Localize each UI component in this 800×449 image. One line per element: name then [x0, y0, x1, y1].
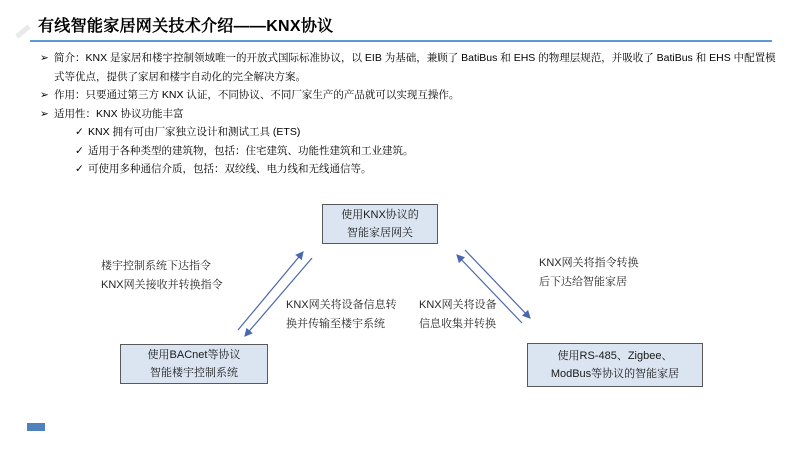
box-text-line: 使用RS-485、Zigbee、: [557, 350, 673, 362]
box-text-line: 智能楼宇控制系统: [150, 367, 238, 379]
bullet-text: KNX 拥有可由厂家独立设计和测试工具 (ETS): [88, 126, 301, 138]
bullet-item: [75, 142, 777, 161]
title-underline: [30, 40, 772, 42]
label-line: KNX网关将设备: [419, 299, 497, 311]
label-line: KNX网关将指令转换: [539, 257, 639, 269]
bullet-text: 简介：KNX 是家居和楼宇控制领域唯一的开放式国际标准协议，以 EIB 为基础，兼顾了 BatiBus 和 EHS 的物理层规范，并吸收了 BatiBus 和 EHS 中配置模式等优点，提供了家居和楼宇自动化的完全解决方案。: [54, 52, 776, 83]
label-line: 楼宇控制系统下达指令: [101, 260, 211, 272]
label-gateway-to-building: [286, 296, 397, 334]
arrow-bullet-icon: ➢: [40, 89, 49, 101]
footer-accent-bar: [27, 423, 45, 431]
check-bullet-icon: ✓: [75, 126, 84, 138]
smart-home-box: [527, 343, 703, 387]
arrow-bullet-icon: ➢: [40, 107, 49, 120]
page-title: 有线智能家居网关技术介绍——KNX协议: [38, 18, 334, 35]
arrow-bullet-icon: ➢: [40, 52, 49, 64]
bullet-list: [40, 49, 777, 179]
check-bullet-icon: ✓: [75, 163, 84, 175]
label-line: 换并传输至楼宇系统: [286, 318, 385, 330]
bullet-text: 作用：只要通过第三方 KNX 认证，不同协议、不同厂家生产的产品就可以实现互操作。: [54, 89, 460, 101]
label-line: 信息收集并转换: [419, 318, 496, 330]
box-text-line: 使用KNX协议的: [341, 209, 419, 221]
bullet-item: [75, 160, 777, 179]
bullet-text: 适用于各种类型的建筑物，包括：住宅建筑、功能性建筑和工业建筑。: [88, 144, 414, 157]
bullet-item: [40, 105, 777, 124]
building-control-box: [120, 344, 268, 384]
label-line: KNX网关将设备信息转: [286, 299, 397, 311]
label-line: KNX网关接收并转换指令: [101, 279, 223, 291]
label-gateway-to-home: [539, 254, 639, 292]
label-building-to-gateway: [101, 257, 223, 295]
knx-gateway-box: [322, 204, 438, 244]
label-line: 后下达给智能家居: [539, 276, 627, 288]
bullet-item: [75, 123, 777, 142]
box-text-line: 智能家居网关: [347, 227, 413, 239]
bullet-item: [40, 49, 777, 86]
bullet-text: 可使用多种通信介质，包括：双绞线、电力线和无线通信等。: [88, 163, 372, 175]
bullet-text: 适用性：KNX 协议功能丰富: [54, 107, 184, 120]
bullet-item: [40, 86, 777, 105]
title-decor-mark: [15, 24, 30, 38]
box-text-line: 使用BACnet等协议: [147, 349, 241, 361]
check-bullet-icon: ✓: [75, 144, 84, 157]
label-device-info-collect: [419, 296, 497, 334]
box-text-line: ModBus等协议的智能家居: [550, 368, 680, 380]
